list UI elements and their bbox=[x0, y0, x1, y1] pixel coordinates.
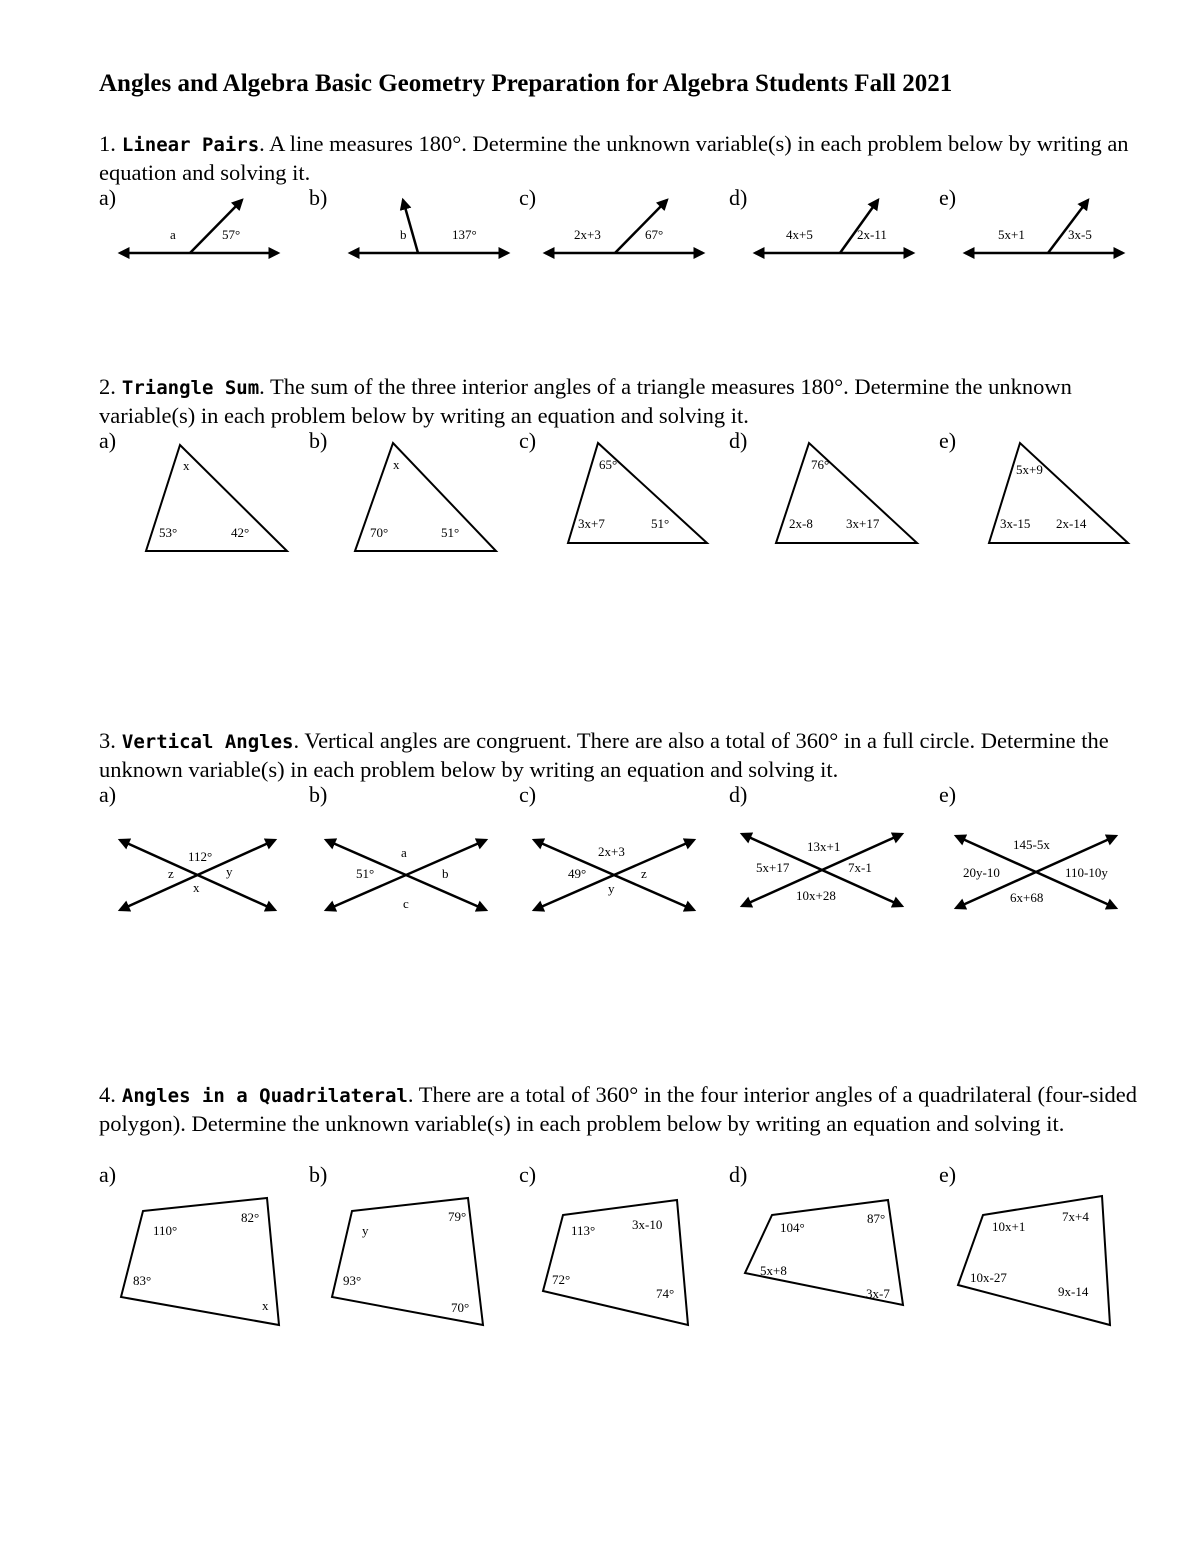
angle-label: 13x+1 bbox=[807, 839, 841, 854]
angle-label: 145-5x bbox=[1013, 837, 1050, 852]
angle-label: 110° bbox=[153, 1223, 178, 1238]
quadrilateral-b bbox=[332, 1198, 483, 1325]
vertical-angles-d bbox=[742, 834, 902, 906]
angle-label: 9x-14 bbox=[1058, 1284, 1089, 1299]
section-heading: Linear Pairs bbox=[121, 134, 260, 156]
angle-label: 49° bbox=[568, 866, 587, 881]
angle-label: 112° bbox=[188, 849, 213, 864]
angle-label: 2x-11 bbox=[857, 227, 887, 242]
angle-label: a bbox=[401, 845, 407, 860]
linear-pair-d bbox=[755, 200, 913, 253]
angle-label: 104° bbox=[780, 1220, 805, 1235]
angle-label: 2x+3 bbox=[574, 227, 601, 242]
problem-label: b) bbox=[309, 1162, 328, 1187]
angle-label: 3x-15 bbox=[1000, 516, 1031, 531]
triangle-e bbox=[989, 443, 1128, 543]
triangle-a bbox=[146, 445, 287, 551]
section-number: 2. bbox=[99, 374, 116, 399]
angle-label: 10x-27 bbox=[970, 1270, 1007, 1285]
angle-label: 76° bbox=[811, 457, 830, 472]
section-4-intro: 4. Angles in a Quadrilateral. There are a total of 360° in the four interior angles of a quadrilateral (four-sided polygon). Determine the unknown variable(s) in each problem below by writing an equation and solving it. bbox=[99, 1082, 1137, 1136]
linear-pair-e bbox=[965, 200, 1123, 253]
angle-label: 83° bbox=[133, 1273, 152, 1288]
problem-label: a) bbox=[99, 1162, 117, 1187]
linear-pair-a bbox=[120, 200, 278, 253]
vertical-angles-c bbox=[534, 840, 694, 910]
angle-label: 87° bbox=[867, 1211, 886, 1226]
problem-label: e) bbox=[939, 185, 957, 210]
problem-label: c) bbox=[519, 428, 537, 453]
section-text: The sum of the three interior angles of a triangle measures 180°. Determine the unknown variable(s) in each problem below by writing an equation and solving it. bbox=[99, 374, 1072, 428]
angle-label: 110-10y bbox=[1065, 865, 1108, 880]
problem-label: b) bbox=[309, 185, 328, 210]
angle-label: 51° bbox=[441, 525, 460, 540]
angle-label: 42° bbox=[231, 525, 250, 540]
angle-label: a bbox=[170, 227, 176, 242]
problem-label: c) bbox=[519, 782, 537, 807]
angle-label: 53° bbox=[159, 525, 178, 540]
angle-label: 72° bbox=[552, 1272, 571, 1287]
problem-label: e) bbox=[939, 428, 957, 453]
angle-label: x bbox=[183, 458, 190, 473]
section-number: 1. bbox=[99, 131, 116, 156]
angle-label: 3x-10 bbox=[632, 1217, 663, 1232]
section-text: There are a total of 360° in the four interior angles of a quadrilateral (four-sided polygon). Determine the unknown variable(s) in each problem below by writing an equation and solving it. bbox=[99, 1082, 1137, 1136]
quadrilateral-e bbox=[958, 1196, 1110, 1325]
quadrilateral-d bbox=[745, 1200, 903, 1305]
angle-label: x bbox=[193, 880, 200, 895]
angle-label: 5x+1 bbox=[998, 227, 1025, 242]
angle-label: 3x-7 bbox=[866, 1286, 890, 1301]
angle-label: 3x-5 bbox=[1068, 227, 1092, 242]
section-1-intro: 1. Linear Pairs. A line measures 180°. Determine the unknown variable(s) in each problem below by writing an equation and solving it. bbox=[99, 131, 1129, 185]
angle-label: 5x+17 bbox=[756, 860, 790, 875]
angle-label: 7x-1 bbox=[848, 860, 872, 875]
triangle-b bbox=[355, 443, 496, 551]
angle-label: 57° bbox=[222, 227, 241, 242]
problem-label: b) bbox=[309, 782, 328, 807]
angle-label: 2x+3 bbox=[598, 844, 625, 859]
section-text: A line measures 180°. Determine the unknown variable(s) in each problem below by writing an equation and solving it. bbox=[99, 131, 1129, 185]
problem-label: a) bbox=[99, 782, 117, 807]
problem-label: e) bbox=[939, 782, 957, 807]
angle-label: 10x+1 bbox=[992, 1219, 1026, 1234]
angle-label: 137° bbox=[452, 227, 477, 242]
angle-label: 70° bbox=[451, 1300, 470, 1315]
angle-label: 82° bbox=[241, 1210, 260, 1225]
section-2-intro: 2. Triangle Sum. The sum of the three interior angles of a triangle measures 180°. Determine the unknown variable(s) in each problem below by writing an equation and solving it. bbox=[99, 374, 1072, 428]
angle-label: x bbox=[262, 1298, 269, 1313]
section-number: 3. bbox=[99, 728, 116, 753]
angle-label: y bbox=[608, 881, 615, 896]
angle-label: 3x+17 bbox=[846, 516, 880, 531]
angle-label: 65° bbox=[599, 457, 618, 472]
angle-label: 20y-10 bbox=[963, 865, 1000, 880]
angle-label: x bbox=[393, 457, 400, 472]
problem-label: d) bbox=[729, 782, 748, 807]
angle-label: 93° bbox=[343, 1273, 362, 1288]
problem-label: a) bbox=[99, 428, 117, 453]
problem-label: d) bbox=[729, 185, 748, 210]
triangle-c bbox=[568, 443, 707, 543]
angle-label: 2x-14 bbox=[1056, 516, 1087, 531]
problem-label: c) bbox=[519, 185, 537, 210]
angle-label: 51° bbox=[651, 516, 670, 531]
angle-label: 5x+8 bbox=[760, 1263, 787, 1278]
vertical-angles-a bbox=[120, 840, 275, 910]
angle-label: b bbox=[442, 866, 449, 881]
quadrilateral-c bbox=[543, 1200, 688, 1325]
angle-label: 7x+4 bbox=[1062, 1209, 1089, 1224]
linear-pair-b bbox=[350, 200, 508, 253]
problem-label: d) bbox=[729, 1162, 748, 1187]
section-heading: Vertical Angles bbox=[121, 731, 294, 753]
angle-label: 6x+68 bbox=[1010, 890, 1044, 905]
angle-label: 5x+9 bbox=[1016, 462, 1043, 477]
problem-label: b) bbox=[309, 428, 328, 453]
angle-label: 10x+28 bbox=[796, 888, 836, 903]
section-text: Vertical angles are congruent. There are also a total of 360° in a full circle. Determine the unknown variable(s) in each problem below by writing an equation and solving it. bbox=[99, 728, 1109, 782]
angle-label: 67° bbox=[645, 227, 664, 242]
angle-label: 2x-8 bbox=[789, 516, 813, 531]
triangle-d bbox=[776, 443, 917, 543]
problem-label: c) bbox=[519, 1162, 537, 1187]
angle-label: 113° bbox=[571, 1223, 596, 1238]
linear-pair-c bbox=[545, 200, 703, 253]
angle-label: c bbox=[403, 896, 409, 911]
section-number: 4. bbox=[99, 1082, 116, 1107]
angle-label: 70° bbox=[370, 525, 389, 540]
vertical-angles-e bbox=[956, 836, 1116, 908]
problem-label: d) bbox=[729, 428, 748, 453]
angle-label: b bbox=[400, 227, 407, 242]
angle-label: y bbox=[226, 864, 233, 879]
problem-label: e) bbox=[939, 1162, 957, 1187]
quadrilateral-a bbox=[121, 1198, 279, 1325]
problem-label: a) bbox=[99, 185, 117, 210]
angle-label: 79° bbox=[448, 1209, 467, 1224]
section-heading: Angles in a Quadrilateral bbox=[121, 1085, 408, 1107]
angle-label: z bbox=[641, 866, 647, 881]
page-title: Angles and Algebra Basic Geometry Preparation for Algebra Students Fall 2021 bbox=[99, 70, 953, 97]
angle-label: 3x+7 bbox=[578, 516, 605, 531]
angle-label: 74° bbox=[656, 1286, 675, 1301]
angle-label: y bbox=[362, 1223, 369, 1238]
angle-label: 51° bbox=[356, 866, 375, 881]
section-heading: Triangle Sum bbox=[121, 377, 260, 399]
section-3-intro: 3. Vertical Angles. Vertical angles are congruent. There are also a total of 360° in a full circle. Determine the unknown variable(s) in each problem below by writing an equation and solving it. bbox=[99, 728, 1109, 782]
angle-label: 4x+5 bbox=[786, 227, 813, 242]
angle-label: z bbox=[168, 866, 174, 881]
vertical-angles-b bbox=[326, 840, 486, 911]
